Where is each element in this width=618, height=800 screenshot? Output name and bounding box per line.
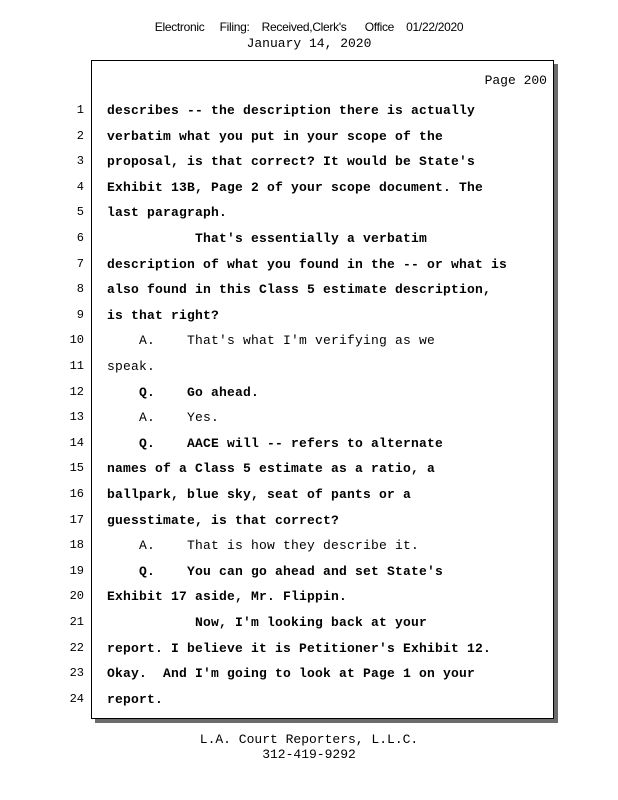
transcript-line (0, 692, 618, 712)
line-number: 4 (76, 179, 84, 194)
line-number: 24 (69, 691, 84, 706)
line-number: 17 (69, 512, 84, 527)
transcript-line (0, 231, 618, 251)
line-text: names of a Class 5 estimate as a ratio, a (107, 461, 436, 477)
line-number: 20 (69, 589, 84, 604)
hearing-date: January 14, 2020 (246, 36, 372, 51)
line-text: Exhibit 17 aside, Mr. Flippin. (107, 589, 348, 605)
line-text: ballpark, blue sky, seat of pants or a (107, 487, 412, 502)
transcript-line (0, 641, 618, 661)
transcript-line (0, 103, 618, 123)
line-text: Q. You can go ahead and set State's (107, 563, 444, 579)
transcript-line (0, 410, 618, 430)
line-text: report. I believe it is Petitioner's Exhibit 12. (107, 640, 492, 656)
line-text: proposal, is that correct? It would be State's (107, 154, 476, 170)
line-number: 22 (69, 640, 84, 655)
line-text: Q. AACE will -- refers to alternate (107, 435, 444, 451)
page-number: Page 200 (484, 73, 547, 88)
line-number: 5 (76, 205, 84, 220)
line-number: 6 (76, 231, 84, 245)
transcript-line (0, 666, 618, 686)
footer-company: L.A. Court Reporters, L.L.C. (199, 732, 419, 747)
filing-stamp: Electronic Filing: Received,Clerk's Office 01/22/2020 (154, 20, 464, 34)
transcript-line (0, 487, 618, 507)
line-text: Now, I'm looking back at your (107, 615, 428, 630)
line-number: 10 (69, 333, 84, 348)
footer-phone: 312-419-9292 (262, 747, 356, 762)
line-text: Okay. And I'm going to look at Page 1 on your (107, 666, 476, 682)
line-number: 23 (69, 666, 84, 681)
line-text: is that right? (107, 307, 220, 323)
line-text: Q. Go ahead. (107, 384, 260, 400)
line-text: last paragraph. (107, 205, 228, 221)
line-number: 21 (69, 615, 84, 629)
line-number: 1 (76, 103, 84, 117)
transcript-line (0, 129, 618, 149)
line-number: 3 (76, 154, 84, 169)
transcript-line (0, 589, 618, 609)
line-text: describes -- the description there is actually (107, 103, 476, 118)
line-number: 7 (76, 256, 84, 271)
transcript-line (0, 538, 618, 558)
line-number: 13 (69, 410, 84, 425)
line-text: A. That is how they describe it. (107, 538, 420, 554)
transcript-line (0, 205, 618, 225)
line-number: 16 (69, 487, 84, 501)
transcript-line (0, 359, 618, 379)
transcript-line (0, 615, 618, 635)
transcript-line (0, 436, 618, 456)
line-text: That's essentially a verbatim (107, 231, 428, 246)
line-text: A. Yes. (107, 410, 220, 426)
line-number: 2 (76, 128, 84, 143)
line-text: verbatim what you put in your scope of the (107, 128, 444, 144)
line-number: 11 (69, 359, 84, 373)
line-number: 12 (69, 384, 84, 399)
line-text: speak. (107, 359, 156, 374)
line-text: A. That's what I'm verifying as we (107, 333, 436, 349)
transcript-line (0, 308, 618, 328)
transcript-line (0, 282, 618, 302)
transcript-line (0, 461, 618, 481)
line-number: 14 (69, 435, 84, 450)
line-number: 19 (69, 563, 84, 578)
line-text: description of what you found in the -- or what is (107, 256, 508, 272)
transcript-line (0, 385, 618, 405)
line-number: 15 (69, 461, 84, 476)
line-text: report. (107, 691, 164, 707)
line-number: 18 (69, 538, 84, 553)
transcript-line (0, 333, 618, 353)
line-number: 9 (76, 307, 84, 322)
transcript-line (0, 257, 618, 277)
line-text: also found in this Class 5 estimate description, (107, 282, 492, 298)
line-text: Exhibit 13B, Page 2 of your scope document. The (107, 179, 484, 195)
transcript-line (0, 154, 618, 174)
line-text: guesstimate, is that correct? (107, 512, 340, 528)
transcript-line (0, 513, 618, 533)
line-number: 8 (76, 282, 84, 297)
transcript-line (0, 564, 618, 584)
transcript-line (0, 180, 618, 200)
